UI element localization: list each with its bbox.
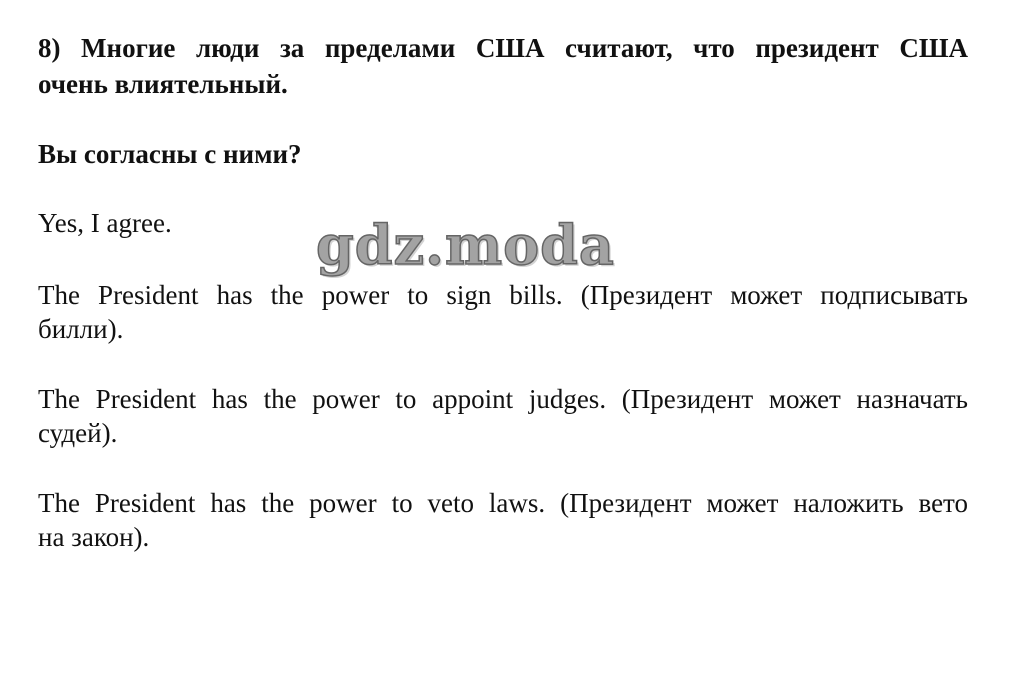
answer-1-line-2: билли). bbox=[38, 314, 124, 344]
subquestion: Вы согласны с ними? bbox=[38, 139, 302, 169]
answer-3-line-2: на закон). bbox=[38, 522, 150, 552]
answer-3-line-1: The President has the power to veto laws. (Президент может наложить вето bbox=[38, 488, 968, 518]
answer-1-line-1: The President has the power to sign bills. (Президент может подписывать bbox=[38, 280, 968, 310]
question-line-1: 8) Многие люди за пределами США считают, что президент США bbox=[38, 33, 968, 63]
question-heading bbox=[38, 30, 968, 102]
answer-2-line-2: судей). bbox=[38, 418, 118, 448]
watermark-logo: gdz.moda bbox=[316, 213, 615, 277]
answer-paragraph-2 bbox=[38, 382, 968, 450]
answer-paragraph-3 bbox=[38, 486, 968, 554]
answer-paragraph-1 bbox=[38, 278, 968, 346]
answer-intro: Yes, I agree. bbox=[38, 208, 172, 238]
answer-2-line-1: The President has the power to appoint judges. (Президент может назначать bbox=[38, 384, 968, 414]
question-line-2: очень влиятельный. bbox=[38, 69, 288, 99]
